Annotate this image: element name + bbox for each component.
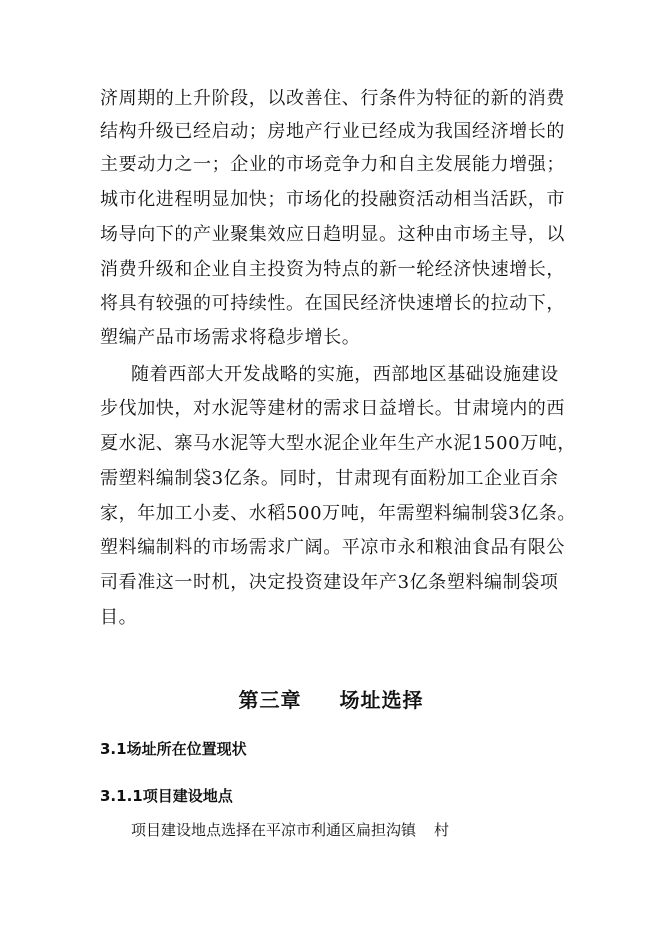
paragraph-1-line-5: 场导向下的产业聚集效应日趋明显。这种由市场主导，以	[100, 224, 565, 245]
paragraph-2-line-2: 步伐加快，对水泥等建材的需求日益增长。甘肃境内的西	[100, 398, 565, 419]
paragraph-1-line-1: 济周期的上升阶段，以改善住、行条件为特征的新的消费	[100, 88, 565, 109]
paragraph-2-line-4: 需塑料编制袋3亿条。同时，甘肃现有面粉加工企业百余	[100, 468, 559, 489]
chapter-heading	[0, 684, 662, 713]
paragraph-2-line-3: 夏水泥、寨马水泥等大型水泥企业年生产水泥1500万吨，	[100, 433, 577, 454]
paragraph-1-line-3: 主要动力之一；企业的市场竞争力和自主发展能力增强；	[100, 154, 565, 175]
paragraph-1-line-4: 城市化进程明显加快；市场化的投融资活动相当活跃，市	[100, 189, 565, 210]
chapter-title: 场址选择	[339, 688, 424, 712]
paragraph-2-line-6: 塑料编制料的市场需求广阔。平凉市永和粮油食品有限公	[100, 537, 565, 558]
paragraph-2-line-1: 随着西部大开发战略的实施，西部地区基础设施建设	[131, 364, 559, 385]
section-heading: 3.1场址所在位置现状	[100, 740, 247, 758]
subsection-text	[131, 819, 449, 840]
subsection-text-main: 项目建设地点选择在平凉市利通区扁担沟镇	[131, 821, 417, 839]
subsection-heading: 3.1.1项目建设地点	[100, 787, 233, 805]
paragraph-1-line-7: 将具有较强的可持续性。在国民经济快速增长的拉动下，	[100, 293, 565, 314]
chapter-number: 第三章	[238, 688, 302, 712]
paragraph-2-line-8: 目。	[100, 607, 138, 628]
paragraph-1-line-6: 消费升级和企业自主投资为特点的新一轮经济快速增长，	[100, 259, 565, 280]
paragraph-1-line-8: 塑编产品市场需求将稳步增长。	[100, 327, 361, 348]
paragraph-2-line-7: 司看准这一时机，决定投资建设年产3亿条塑料编制袋项	[100, 572, 559, 593]
paragraph-2-line-5: 家，年加工小麦、水稻500万吨，年需塑料编制袋3亿条。	[100, 503, 577, 524]
subsection-text-tail: 村	[434, 821, 450, 839]
paragraph-1-line-2: 结构升级已经启动；房地产行业已经成为我国经济增长的	[100, 121, 565, 142]
